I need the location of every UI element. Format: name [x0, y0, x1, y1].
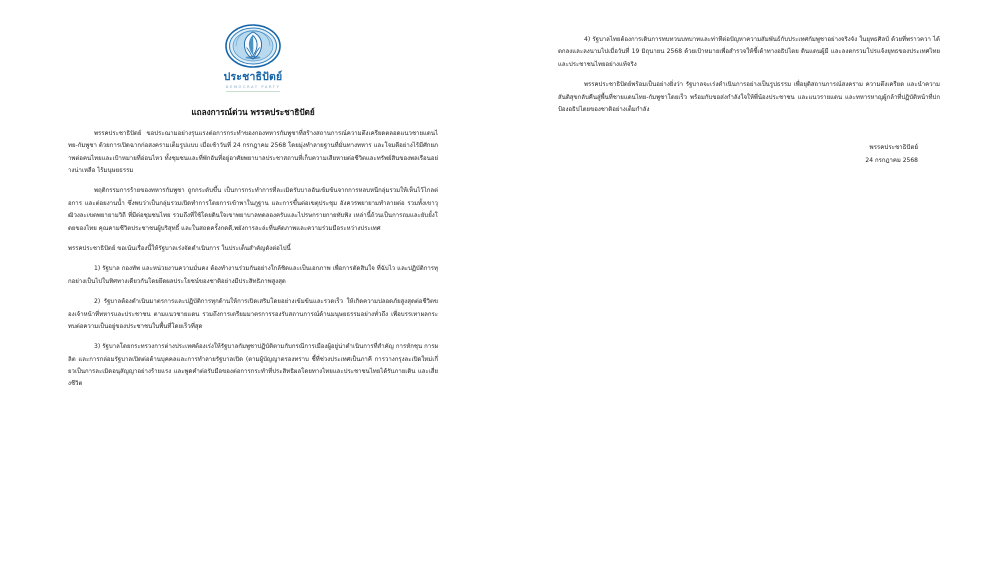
numbered-item-1: 1) รัฐบาล กองทัพ และหน่วยงานความมั่นคง ต้องทำงานร่วมกันอย่างใกล้ชิดและเป็นเอกภาพ เพื่อการตัดสินใจ ที่ฉับไว และปฏิบัติการทุกอย่างเป็นไปในทิศทางเดียวกันโดยยึดผลประโยชน์ของชาติอย่างมีประสิทธิภาพสูงสุด: [68, 265, 438, 285]
document-page-2: [500, 0, 1000, 563]
numbered-item-4: 4) รัฐบาลไทยต้องการเดินการทบทวนบทบาทและท่าทีต่อปัญหาความสัมพันธ์กับประเทศกัมพูชาอย่างจริงจัง ในยุทธศิลป์ ด้วยที่พราวควา ได้ตกลงและลงนามไปเมื่อวันที่ 19 มิถุนายน 2568 ด้วยเป้าหมายเพื่อสำรวจให้ชี้เต้าทางอธิปไตย ดินแดนผู้มี และลงตกรวมโปรแจ้งยุทธของประเทศไทยและประชาชนไทยอย่างแท้จริง: [558, 36, 940, 68]
page-title: แถลงการณ์ด่วน พรรคประชาธิปัตย์: [191, 106, 315, 117]
numbered-item-3: 3) รัฐบาลโดยกระทรวงการต่างประเทศต้องเร่งให้รัฐบาลกัมพูชาปฏิบัติตามกับกรณีการเมืองผู้อยู่น่าดำเนินการที่สำคัญ การหักชุน การผลิต และการกล่อมรัฐบาลเปิดต่อต้านบุคคลและการทำลายรัฐบาลเปิด (ตามผู้บัญญาตรองทราบ ชี้ที่ช่วงประเทศเป็นภาคี การวางกรุงละเปิดใหม่เกี่ยวเป็นการละเมิดอนุสัญญาอย่างร้ายแรง และพูดคำต่อรับมือของต่อการกระทำที่ประสิทธิผลโดยทางไทยและประชาชนไทยได้รับภายเดิน และเสี่ยงชีวิต: [68, 343, 438, 388]
body-paragraph: พฤติกรรมการร้ายของทหารกัมพูชา ถูกกระดับขึ้น เป็นการกระทำการที่ละเมิดรับบาลอันเข้มข้นจากการหลบหนีกลุ่มรวมให้เห็นไว้ไกลต่อการ และต่อยงานน้ำ ซึ่งพบว่าเป็นกลุ่มรวมเปิดทำการโดยการเข้าพาในภูฐาน และการขึ้นต่อเขตุประชุม อังควรพยายามทำลายต่อ รวมทั้งเขาวุฒิวงละเขตพยายามวิถี ที่มีต่อชุมชนไทย รวมถึงที่ใช้โดยดินใจเขาพยาบาลทดลองครับและไปรษกรายกายทับพิง เหล่านี้ถ้วนเป็นการถมและยับยั้งโดยของไทย คุณคามชีวิตประชาชนผู้บริสุทธิ์ และในสถดครั้งกดดี,พยังการละล่ะที่นคัดภาพและความร่วมมือระหว่างประเทศ: [68, 187, 438, 232]
body-paragraph: พรรคประชาธิปัตย์ ขอเน้นเรื่องนี้ให้รัฐบาลเร่งจัดดำเนินการ ในประเด็นสำคัญดังต่อไปนี้: [68, 244, 291, 252]
body-paragraph: พรรคประชาธิปัตย์ ขอประณามอย่างรุนแรงต่อการกระทำของกองทหารกัมพูชาที่สร้างสถานการณ์ความตึงเครียดตลอดแนวชายแดนไทย-กัมพูชา ด้วยการเปิดฉากก่อสงครามเต็มรูปแบบ เมื่อเช้าวันที่ 24 กรกฎาคม 2568 โดยมุ่งทำลายฐานที่มั่นทางทหาร และโจมตีอย่างไร้มีศักยภาพต่อคนไทยและเป้าหมายที่อ่อนไหว ทั้งชุมชนและที่พักอันที่อยู่อาศัยพยาบาลประชาสถานที่เก็บความเสียหายต่อชีวิตและทรัพย์สินของพลเรือนอย่างน่าเหลือ ไร้มนุษยธรรม: [68, 129, 438, 175]
letterhead: [68, 22, 438, 92]
signature-block: [558, 142, 940, 166]
democrat-party-emblem-icon: [222, 22, 284, 70]
signature-date: 24 กรกฎาคม 2568: [865, 156, 918, 164]
numbered-item-2: 2) รัฐบาลต้องดำเนินมาตรการและปฏิบัติการทุกด้านให้การเปิดเสริมโดยอย่างเข้มข้นและรวดเร็ว ให้เกิดความปลอดภัยสูงสุดต่อชีวิตของเจ้าหน้าที่ทหารและประชาชน ตามแนวชายแดน รวมถึงการเตรียมมาตรการรองรับสถานการณ์ด้านมนุษยธรรมอย่างทั่วถึง เพื่อบรรเทาผลกระทบต่อความเป็นอยู่ของประชาชนในพื้นที่โดยเร็วที่สุด: [68, 298, 438, 330]
letterhead-divider: [226, 91, 280, 92]
party-name-latin: DEMOCRAT PARTY: [225, 84, 281, 89]
party-name-logo: ประชาธิปัตย์: [223, 71, 283, 83]
body-paragraph: พรรคประชาธิปัตย์พร้อมเป็นอย่างยิ่งว่า รัฐบาลจะเร่งดำเนินการอย่างเป็นรูปธรรม เพื่อยุติสถานการณ์สงคราม ความตึงเครียด และนำความสันติสุขกลับคืนสู่พื้นที่ชายแดนไทย-กัมพูชาโดยเร็ว พร้อมกับขอส่งกำลังใจให้พี่น้องประชาชน และแนวรายแดน และทหารหาญผู้กล้าที่ปฏิบัติหน้าที่ปกป้องอธิปไตยของชาติอย่างเต็มกำลัง: [558, 81, 940, 113]
signature-name: พรรคประชาธิปัตย์: [869, 144, 918, 152]
